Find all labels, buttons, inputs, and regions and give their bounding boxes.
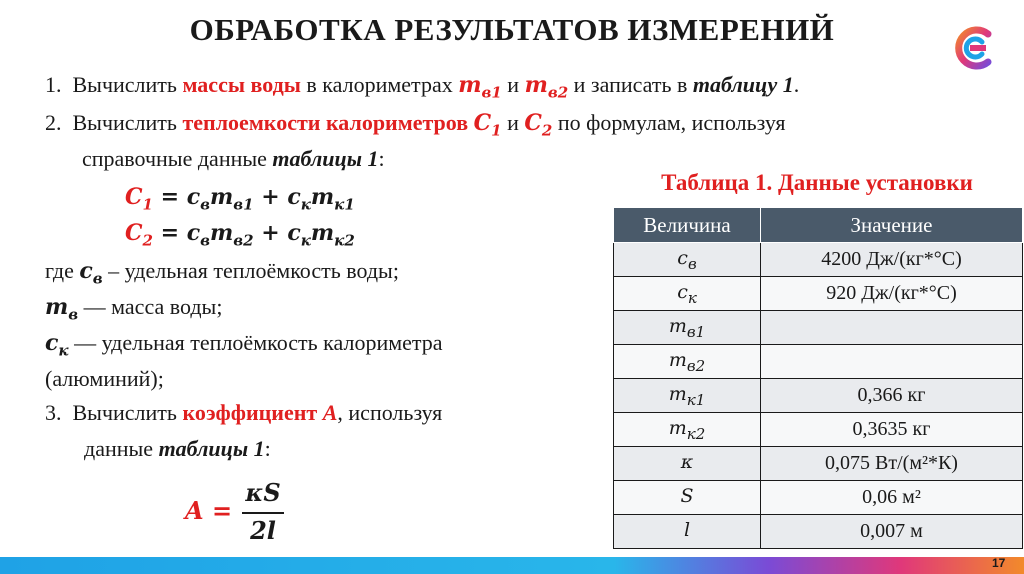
quantity-cell: $m_{в2}$ — [614, 345, 761, 379]
value-cell: 0,06 м² — [761, 481, 1023, 515]
step-2: 2. Вычислить теплоемкости калориметров $C_1$ и $C_2$ по формулам, используя — [45, 110, 786, 140]
value-cell — [761, 345, 1023, 379]
logo-c-icon — [948, 24, 996, 72]
definition-water-heat: где $c_в$ – удельная теплоёмкость воды; — [45, 258, 399, 288]
formula-a-denominator: 2l — [250, 516, 276, 545]
definition-water-mass: $m_в$ — масса воды; — [45, 294, 223, 324]
table-row — [614, 379, 1023, 413]
table-row — [614, 277, 1023, 311]
table-row — [614, 481, 1023, 515]
quantity-cell: $c_к$ — [614, 277, 761, 311]
table-header-row — [614, 208, 1023, 243]
table-title: Таблица 1. Данные установки — [661, 170, 973, 195]
quantity-cell: $m_{к2}$ — [614, 413, 761, 447]
step-3-line-2: данные таблицы 1: — [84, 436, 271, 461]
step-2-line-2: справочные данные таблицы 1: — [82, 146, 385, 171]
step-1: 1. Вычислить массы воды в калориметрах $m_{в1}$ и $m_{в2}$ и записать в таблицу 1. — [45, 72, 800, 102]
table-row — [614, 413, 1023, 447]
value-cell: 4200 Дж/(кг*°С) — [761, 243, 1023, 277]
quantity-cell: κ — [614, 447, 761, 481]
formula-a-numerator: κS — [245, 478, 281, 507]
table-row — [614, 345, 1023, 379]
data-table — [613, 207, 1023, 549]
formula-c2: $C_2 = c_вm_{в2} + c_кm_{к2}$ — [125, 220, 355, 250]
definition-aluminum: (алюминий); — [45, 366, 164, 391]
column-header-value: Значение — [761, 208, 1023, 243]
value-cell: 0,3635 кг — [761, 413, 1023, 447]
fraction-bar — [242, 512, 284, 514]
quantity-cell: l — [614, 515, 761, 549]
quantity-cell: $m_{в1}$ — [614, 311, 761, 345]
value-cell: 920 Дж/(кг*°С) — [761, 277, 1023, 311]
value-cell — [761, 311, 1023, 345]
page-number: 17 — [992, 556, 1006, 570]
formula-a-lhs: A = — [185, 496, 233, 525]
formula-c1: $C_1 = c_вm_{в1} + c_кm_{к1}$ — [125, 184, 355, 214]
column-header-quantity: Величина — [614, 208, 761, 243]
value-cell: 0,007 м — [761, 515, 1023, 549]
step-3: 3. Вычислить коэффициент A, используя — [45, 400, 443, 425]
quantity-cell: S — [614, 481, 761, 515]
page-title: ОБРАБОТКА РЕЗУЛЬТАТОВ ИЗМЕРЕНИЙ — [189, 12, 835, 47]
table-row — [614, 515, 1023, 549]
table-row — [614, 243, 1023, 277]
value-cell: 0,366 кг — [761, 379, 1023, 413]
table-row — [614, 447, 1023, 481]
footer-gradient-bar — [0, 557, 1024, 574]
quantity-cell: $c_в$ — [614, 243, 761, 277]
quantity-cell: $m_{к1}$ — [614, 379, 761, 413]
definition-calorimeter-heat: $c_к$ — удельная теплоёмкость калориметра — [45, 330, 443, 360]
value-cell: 0,075 Вт/(м²*К) — [761, 447, 1023, 481]
table-row — [614, 311, 1023, 345]
